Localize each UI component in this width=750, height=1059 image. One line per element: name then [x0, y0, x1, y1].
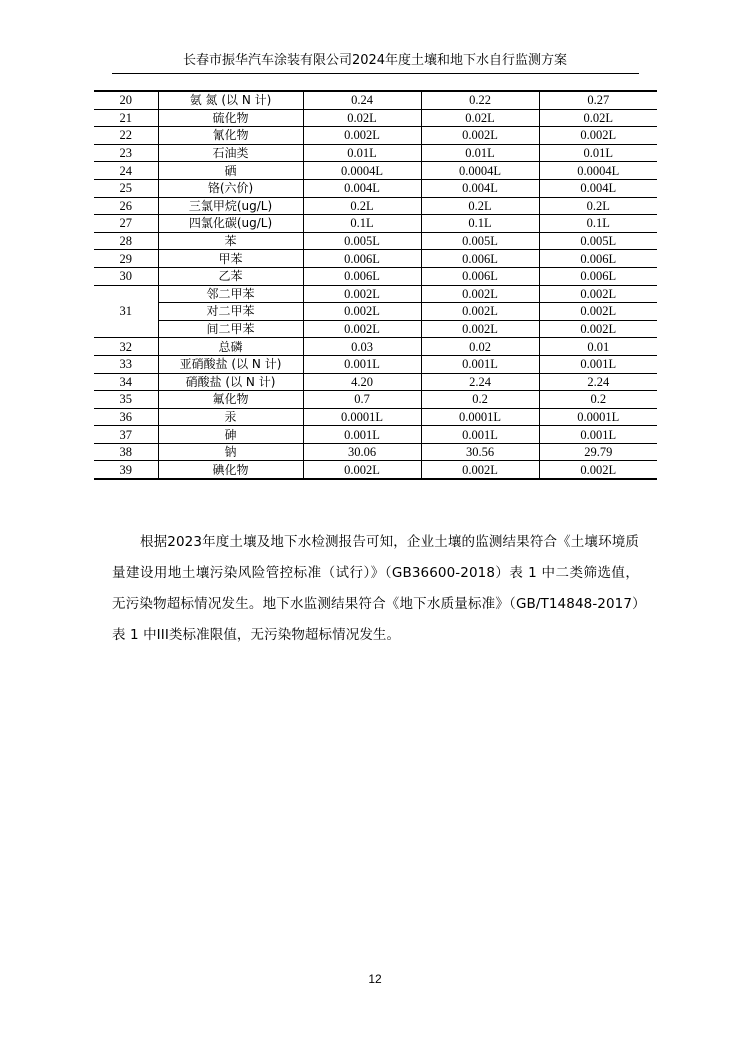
row-number: 24	[94, 162, 158, 180]
row-number: 27	[94, 215, 158, 233]
value-cell: 0.02L	[539, 109, 657, 127]
value-cell: 0.1L	[303, 215, 421, 233]
value-cell: 0.002L	[303, 320, 421, 338]
value-cell: 0.002L	[539, 127, 657, 145]
value-cell: 0.006L	[421, 250, 539, 268]
value-cell: 0.006L	[303, 267, 421, 285]
table-row	[94, 408, 657, 426]
value-cell: 29.79	[539, 443, 657, 461]
value-cell: 0.0001L	[421, 408, 539, 426]
value-cell: 0.2L	[539, 197, 657, 215]
item-name: 硝酸盐 (以 N 计)	[158, 373, 303, 391]
item-name: 铬(六价)	[158, 179, 303, 197]
value-cell: 0.02	[421, 338, 539, 356]
item-name: 氰化物	[158, 127, 303, 145]
value-cell: 2.24	[539, 373, 657, 391]
monitoring-results-table	[94, 90, 657, 480]
item-name: 硒	[158, 162, 303, 180]
item-name: 甲苯	[158, 250, 303, 268]
row-number: 23	[94, 144, 158, 162]
item-name: 砷	[158, 426, 303, 444]
value-cell: 0.01L	[303, 144, 421, 162]
value-cell: 0.001L	[539, 426, 657, 444]
row-number: 35	[94, 391, 158, 409]
item-name: 四氯化碳(ug/L)	[158, 215, 303, 233]
value-cell: 0.005L	[421, 232, 539, 250]
value-cell: 0.002L	[303, 285, 421, 303]
item-name: 总磷	[158, 338, 303, 356]
item-name: 石油类	[158, 144, 303, 162]
value-cell: 0.005L	[539, 232, 657, 250]
value-cell: 0.27	[539, 91, 657, 109]
value-cell: 0.002L	[421, 285, 539, 303]
value-cell: 0.01	[539, 338, 657, 356]
value-cell: 0.006L	[421, 267, 539, 285]
value-cell: 0.2	[539, 391, 657, 409]
value-cell: 0.002L	[303, 127, 421, 145]
value-cell: 2.24	[421, 373, 539, 391]
value-cell: 0.1L	[421, 215, 539, 233]
table-row	[94, 109, 657, 127]
row-number: 25	[94, 179, 158, 197]
row-number: 28	[94, 232, 158, 250]
value-cell: 0.002L	[539, 320, 657, 338]
table-row	[94, 461, 657, 479]
table-row	[94, 250, 657, 268]
table-row	[94, 338, 657, 356]
table-row	[94, 144, 657, 162]
row-number: 39	[94, 461, 158, 479]
value-cell: 0.004L	[421, 179, 539, 197]
table-row	[94, 162, 657, 180]
item-name: 邻二甲苯	[158, 285, 303, 303]
value-cell: 0.02L	[421, 109, 539, 127]
item-name: 汞	[158, 408, 303, 426]
value-cell: 0.2	[421, 391, 539, 409]
table-row	[94, 197, 657, 215]
table-row	[94, 355, 657, 373]
page-number: 12	[368, 972, 382, 986]
item-name: 对二甲苯	[158, 303, 303, 321]
row-number: 21	[94, 109, 158, 127]
table-row	[94, 179, 657, 197]
value-cell: 0.002L	[539, 461, 657, 479]
table-row	[94, 232, 657, 250]
row-number: 31	[94, 285, 158, 338]
value-cell: 0.004L	[303, 179, 421, 197]
value-cell: 0.006L	[539, 267, 657, 285]
row-number: 36	[94, 408, 158, 426]
value-cell: 0.03	[303, 338, 421, 356]
page-header-title: 长春市振华汽车涂装有限公司2024年度土壤和地下水自行监测方案	[182, 53, 568, 68]
row-number: 20	[94, 91, 158, 109]
value-cell: 0.006L	[303, 250, 421, 268]
item-name: 氟化物	[158, 391, 303, 409]
table-row	[94, 303, 657, 321]
table-row	[94, 285, 657, 303]
value-cell: 0.0004L	[539, 162, 657, 180]
row-number: 26	[94, 197, 158, 215]
value-cell: 0.002L	[303, 303, 421, 321]
value-cell: 0.0004L	[303, 162, 421, 180]
value-cell: 0.002L	[421, 461, 539, 479]
table-row	[94, 91, 657, 109]
value-cell: 0.002L	[539, 303, 657, 321]
value-cell: 0.0004L	[421, 162, 539, 180]
value-cell: 0.002L	[421, 127, 539, 145]
value-cell: 0.7	[303, 391, 421, 409]
row-number: 22	[94, 127, 158, 145]
value-cell: 0.001L	[539, 355, 657, 373]
item-name: 碘化物	[158, 461, 303, 479]
value-cell: 0.002L	[303, 461, 421, 479]
item-name: 苯	[158, 232, 303, 250]
value-cell: 0.2L	[421, 197, 539, 215]
row-number: 33	[94, 355, 158, 373]
table-row	[94, 391, 657, 409]
row-number: 34	[94, 373, 158, 391]
table-row	[94, 443, 657, 461]
value-cell: 0.1L	[539, 215, 657, 233]
value-cell: 30.56	[421, 443, 539, 461]
item-name: 氨 氮 (以 N 计)	[158, 91, 303, 109]
value-cell: 0.02L	[303, 109, 421, 127]
value-cell: 0.002L	[421, 320, 539, 338]
value-cell: 0.002L	[539, 285, 657, 303]
conclusion-paragraph: 根据2023年度土壤及地下水检测报告可知，企业土壤的监测结果符合《土壤环境质量建设用地土壤污染风险管控标准（试行）》（GB36600-2018）表 1 中二类筛选值，无污染物超标情况发生。地下水监测结果符合《地下水质量标准》（GB/T14848-2017）表 1 中III类标准限值，无污染物超标情况发生。	[112, 533, 639, 643]
row-number: 38	[94, 443, 158, 461]
value-cell: 0.005L	[303, 232, 421, 250]
value-cell: 0.001L	[421, 426, 539, 444]
value-cell: 0.0001L	[539, 408, 657, 426]
value-cell: 0.002L	[421, 303, 539, 321]
table-row	[94, 320, 657, 338]
value-cell: 0.2L	[303, 197, 421, 215]
row-number: 30	[94, 267, 158, 285]
table-row	[94, 215, 657, 233]
value-cell: 0.001L	[421, 355, 539, 373]
value-cell: 0.001L	[303, 426, 421, 444]
item-name: 钠	[158, 443, 303, 461]
value-cell: 0.24	[303, 91, 421, 109]
row-number: 37	[94, 426, 158, 444]
value-cell: 0.22	[421, 91, 539, 109]
item-name: 乙苯	[158, 267, 303, 285]
value-cell: 0.004L	[539, 179, 657, 197]
value-cell: 0.0001L	[303, 408, 421, 426]
value-cell: 4.20	[303, 373, 421, 391]
value-cell: 0.01L	[421, 144, 539, 162]
item-name: 硫化物	[158, 109, 303, 127]
table-row	[94, 267, 657, 285]
value-cell: 0.01L	[539, 144, 657, 162]
item-name: 三氯甲烷(ug/L)	[158, 197, 303, 215]
header-divider	[112, 73, 639, 74]
item-name: 间二甲苯	[158, 320, 303, 338]
item-name: 亚硝酸盐 (以 N 计)	[158, 355, 303, 373]
value-cell: 0.001L	[303, 355, 421, 373]
row-number: 32	[94, 338, 158, 356]
table-row	[94, 373, 657, 391]
row-number: 29	[94, 250, 158, 268]
value-cell: 0.006L	[539, 250, 657, 268]
table-row	[94, 127, 657, 145]
value-cell: 30.06	[303, 443, 421, 461]
table-row	[94, 426, 657, 444]
